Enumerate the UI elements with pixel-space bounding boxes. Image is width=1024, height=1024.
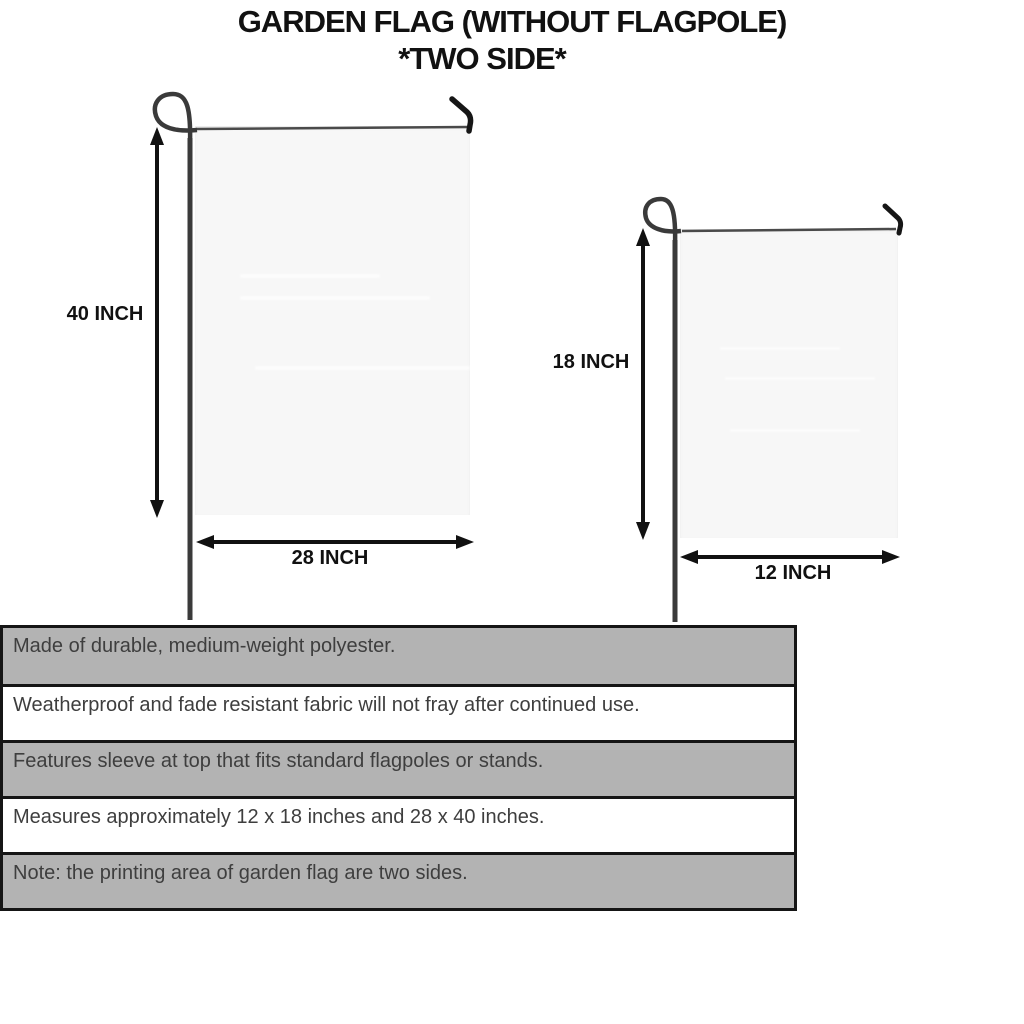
large-flag-width-label: 28 INCH [291,547,369,569]
table-row [3,628,794,684]
table-row [3,684,794,740]
fabric-fold-line [725,377,875,380]
fabric-fold-line [240,274,380,278]
large-flag-pole-loop-icon [155,94,197,145]
page-title-line-1: GARDEN FLAG (WITHOUT FLAGPOLE) [237,4,787,39]
table-row [3,796,794,852]
spec-table [0,625,797,911]
large-flag-fabric [195,126,470,515]
table-row-text: Weatherproof and fade resistant fabric will not fray after continued use. [13,694,640,716]
table-row-text: Note: the printing area of garden flag are two sides. [13,862,468,884]
table-row [3,852,794,908]
small-flag-fabric [680,229,898,538]
small-flag-height-arrow [636,228,650,540]
page-title-line-2: *TWO SIDE* [398,40,566,76]
large-flag-height-label: 40 INCH [66,303,144,325]
small-flag-width-label: 12 INCH [754,562,832,584]
table-row [3,740,794,796]
page-title [0,4,1024,77]
fabric-fold-line [255,366,470,370]
small-flag-pole-loop-icon [645,199,681,245]
table-row-text: Made of durable, medium-weight polyester. [13,635,396,657]
fabric-fold-line [240,296,430,300]
fabric-fold-line [720,347,840,350]
table-row-text: Features sleeve at top that fits standard flagpoles or stands. [13,750,544,772]
small-flag-height-label: 18 INCH [552,351,630,373]
table-row-text: Measures approximately 12 x 18 inches and 28 x 40 inches. [13,806,545,828]
fabric-fold-line [730,429,860,432]
